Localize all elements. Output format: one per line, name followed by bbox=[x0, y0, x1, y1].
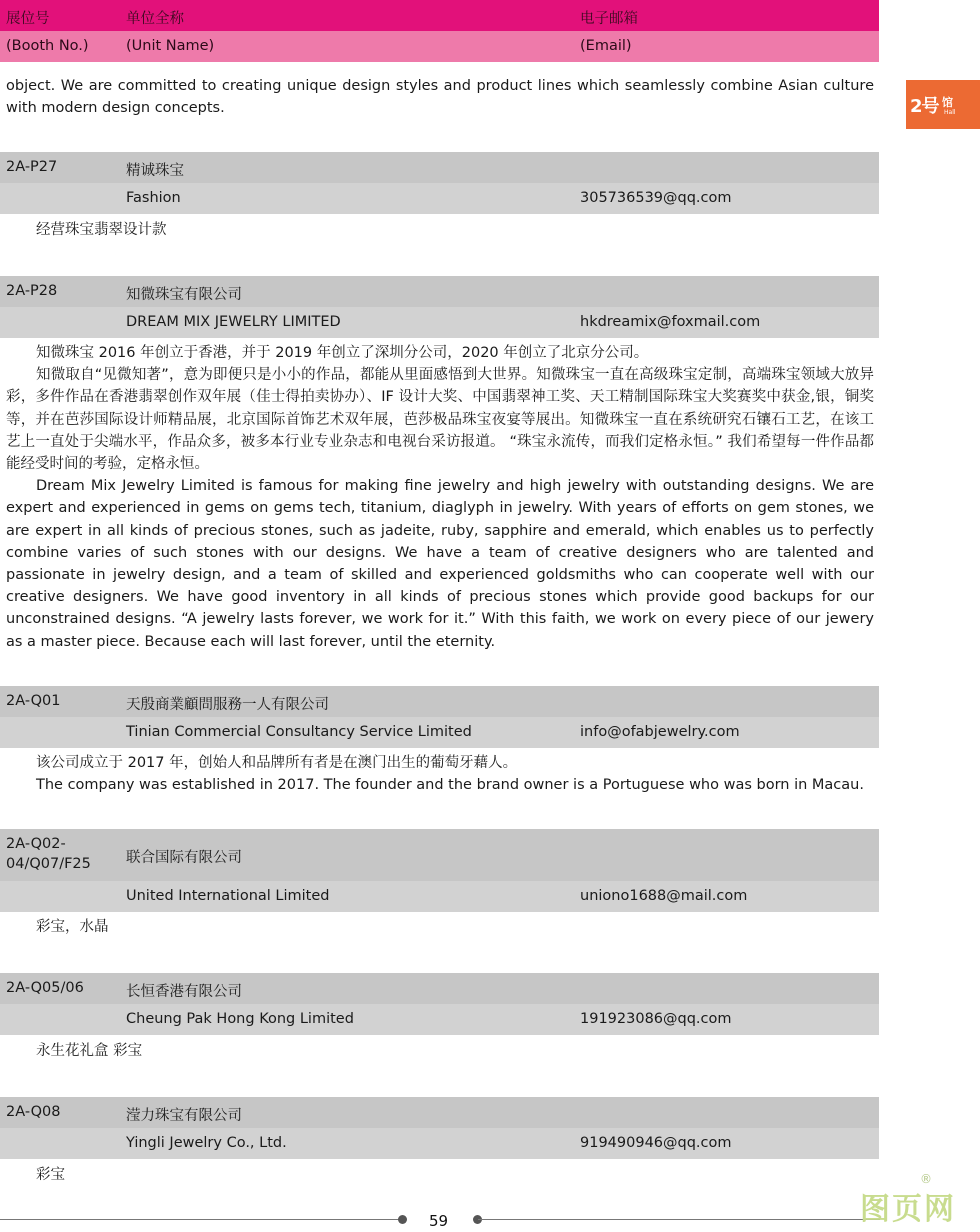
desc-paragraph: The company was established in 2017. The founder and the brand owner is a Portuguese who was born in Macau. bbox=[36, 777, 864, 794]
entry-row-en bbox=[0, 183, 879, 214]
entry-row-cn bbox=[0, 152, 879, 183]
email-link[interactable]: 305736539@qq.com bbox=[580, 190, 732, 206]
exhibitor-entry bbox=[0, 152, 879, 214]
entry-row-en bbox=[0, 717, 879, 748]
hall-tab bbox=[906, 80, 980, 129]
unit-name-en: Yingli Jewelry Co., Ltd. bbox=[126, 1135, 287, 1151]
entry-row-en bbox=[0, 1128, 879, 1159]
header-email-cn: 电子邮箱 bbox=[580, 11, 638, 27]
desc-paragraph: 知微珠宝 2016 年创立于香港，并于 2019 年创立了深圳分公司，2020 年创立了北京分公司。 bbox=[36, 345, 649, 361]
entry-row-cn bbox=[0, 686, 879, 717]
page-number: 59 bbox=[429, 1212, 449, 1230]
entry-description bbox=[6, 1040, 874, 1062]
unit-name-en: Fashion bbox=[126, 190, 181, 206]
booth-number: 2A-P28 bbox=[6, 283, 58, 299]
header-unit-cn: 单位全称 bbox=[126, 11, 184, 27]
entry-row-en bbox=[0, 1004, 879, 1035]
exhibitor-entry bbox=[0, 973, 879, 1035]
entry-description bbox=[6, 1164, 874, 1186]
header-email-en: (Email) bbox=[580, 38, 632, 54]
desc-paragraph: 知微取自“见微知著”，意为即便只是小小的作品，都能从里面感悟到大世界。知微珠宝一直在高级珠宝定制，高端珠宝领域大放异彩，多件作品在香港翡翠创作双年展（佳士得拍卖协办）、IF 设计大奖、中国翡翠神工奖、天工精制国际珠宝大奖赛奖中获金,银，铜奖等，并在芭莎国际设计师精品展，北京国际首饰艺术双年展，芭莎极品珠宝夜宴等展出。知微珠宝一直在系统研究石镶石工艺，在该工艺上一直处于尖端水平，作品众多，被多本行业专业杂志和电视台采访报道。 “珠宝永流传，而我们定格永恒。” 我们希望每一件作品都能经受时间的考验，定格永恒。 bbox=[6, 367, 874, 473]
hall-cn: 馆 bbox=[942, 96, 953, 109]
email-link[interactable]: hkdreamix@foxmail.com bbox=[580, 314, 761, 330]
desc-paragraph: Dream Mix Jewelry Limited is famous for making fine jewelry and high jewelry with outstanding designs. We are expert and experienced in gems on gems tech, titanium, diaglyph in jewelry. With years of efforts on gem stones, we are expert in all kinds of precious stones, such as jadeite, ruby, sapphire and emerald, which enables us to perfectly combine varies of such stones with our designs. We have a team of creative designers who are talented and passionate in jewelry design, and a team of skilled and experienced goldsmiths who can cooperate well with our creative designers. We have good inventory in all kinds of precious stones which provide good backups for our unconstrained designs. “A jewelry lasts forever, we work for it.” With this faith, we work on every piece of our jewery as a master piece. Because each will last forever, until the eternity. bbox=[6, 478, 874, 650]
unit-name-cn: 知微珠宝有限公司 bbox=[126, 287, 242, 303]
watermark-logo: 图页网 bbox=[860, 1192, 956, 1227]
unit-name-cn: 滢力珠宝有限公司 bbox=[126, 1108, 242, 1124]
desc-paragraph: 彩宝，水晶 bbox=[36, 919, 109, 935]
email-link[interactable]: uniono1688@mail.com bbox=[580, 888, 748, 904]
desc-paragraph: 该公司成立于 2017 年，创始人和品牌所有者是在澳门出生的葡萄牙藉人。 bbox=[36, 755, 518, 771]
exhibitor-entry bbox=[0, 276, 879, 338]
hall-number: 2号 bbox=[910, 96, 939, 117]
entry-row-cn bbox=[0, 276, 879, 307]
booth-number: 2A-Q08 bbox=[6, 1104, 61, 1120]
desc-paragraph: 永生花礼盒 彩宝 bbox=[36, 1043, 143, 1059]
exhibitor-entry bbox=[0, 829, 879, 912]
unit-name-cn: 天殷商業顧問服務一人有限公司 bbox=[126, 697, 329, 713]
header-booth-en: (Booth No.) bbox=[6, 38, 89, 54]
exhibitor-entry bbox=[0, 1097, 879, 1159]
desc-paragraph: 经营珠宝翡翠设计款 bbox=[36, 222, 167, 238]
email-link[interactable]: 191923086@qq.com bbox=[580, 1011, 732, 1027]
entry-description bbox=[6, 342, 874, 653]
desc-paragraph: 彩宝 bbox=[36, 1167, 65, 1183]
entry-row-cn bbox=[0, 829, 879, 881]
footer-rule-left bbox=[0, 1219, 402, 1220]
unit-name-cn: 长恒香港有限公司 bbox=[126, 984, 242, 1000]
header-row-cn bbox=[0, 0, 879, 31]
booth-number: 2A-Q02-04/Q07/F25 bbox=[6, 836, 91, 872]
entry-description bbox=[6, 916, 874, 938]
unit-name-cn: 联合国际有限公司 bbox=[126, 850, 242, 866]
entry-description bbox=[6, 219, 874, 241]
entry-row-cn bbox=[0, 973, 879, 1004]
entry-description bbox=[6, 752, 874, 796]
booth-number: 2A-Q05/06 bbox=[6, 980, 84, 996]
entry-row-en bbox=[0, 307, 879, 338]
header-row-en bbox=[0, 31, 879, 62]
unit-name-cn: 精诚珠宝 bbox=[126, 163, 184, 179]
intro-text: object. We are committed to creating unique design styles and product lines which seamlessly combine Asian culture with modern design concepts. bbox=[6, 78, 874, 117]
email-link[interactable]: 919490946@qq.com bbox=[580, 1135, 732, 1151]
hall-en: Hall bbox=[944, 109, 956, 116]
unit-name-en: United International Limited bbox=[126, 888, 330, 904]
booth-number: 2A-P27 bbox=[6, 159, 58, 175]
unit-name-en: DREAM MIX JEWELRY LIMITED bbox=[126, 314, 341, 330]
unit-name-en: Cheung Pak Hong Kong Limited bbox=[126, 1011, 354, 1027]
exhibitor-entry bbox=[0, 686, 879, 748]
footer-rule-right bbox=[478, 1219, 880, 1220]
email-link[interactable]: info@ofabjewelry.com bbox=[580, 724, 740, 740]
header-unit-en: (Unit Name) bbox=[126, 38, 215, 54]
footer-dot-left bbox=[398, 1215, 407, 1224]
header-booth-cn: 展位号 bbox=[6, 11, 50, 27]
table-header bbox=[0, 0, 879, 62]
unit-name-en: Tinian Commercial Consultancy Service Limited bbox=[126, 724, 472, 740]
entry-row-cn bbox=[0, 1097, 879, 1128]
entry-row-en bbox=[0, 881, 879, 912]
booth-number: 2A-Q01 bbox=[6, 693, 61, 709]
watermark-registered-mark: ® bbox=[920, 1172, 932, 1186]
